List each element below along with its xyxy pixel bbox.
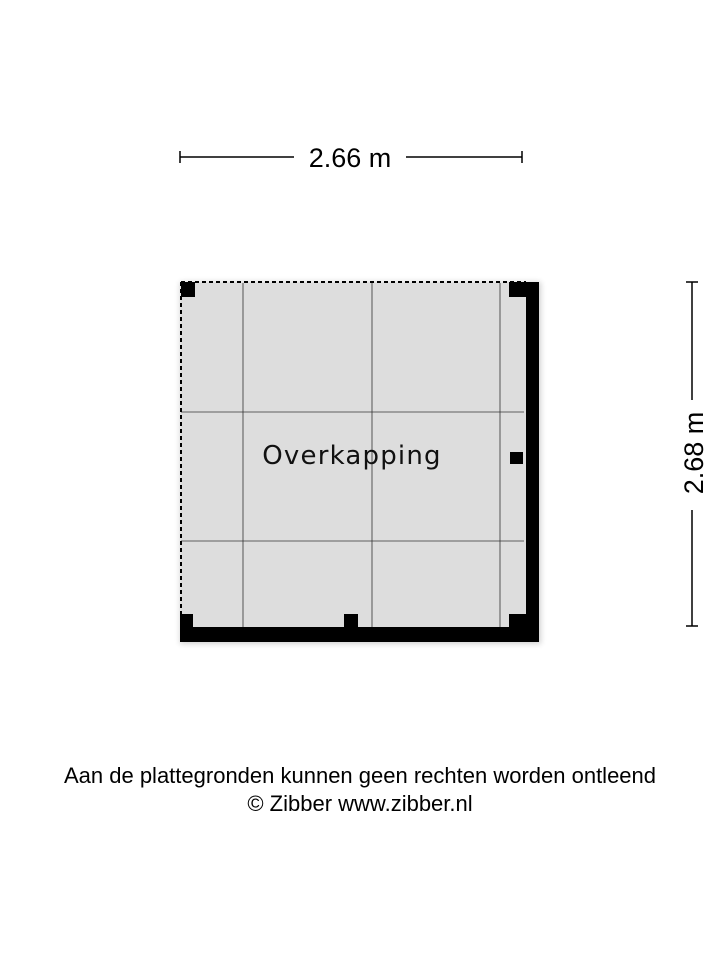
wall-right: [526, 282, 539, 642]
width-dimension: [180, 143, 522, 173]
footer-copyright: © Zibber www.zibber.nl: [247, 791, 473, 816]
width-dimension-label: 2.66 m: [308, 143, 392, 173]
post-right-middle: [510, 452, 523, 464]
wall-bottom: [180, 627, 539, 642]
height-dimension: [679, 282, 709, 626]
post-top-right: [509, 282, 526, 297]
post-bottom-left: [180, 614, 193, 627]
footer-disclaimer: Aan de plattegronden kunnen geen rechten worden ontleend: [63, 763, 657, 788]
height-dimension-label: 2.68 m: [679, 411, 709, 495]
post-top-left: [181, 282, 195, 297]
room-label: Overkapping: [262, 441, 442, 471]
post-bottom-right: [509, 614, 526, 627]
post-bottom-middle: [344, 614, 358, 627]
